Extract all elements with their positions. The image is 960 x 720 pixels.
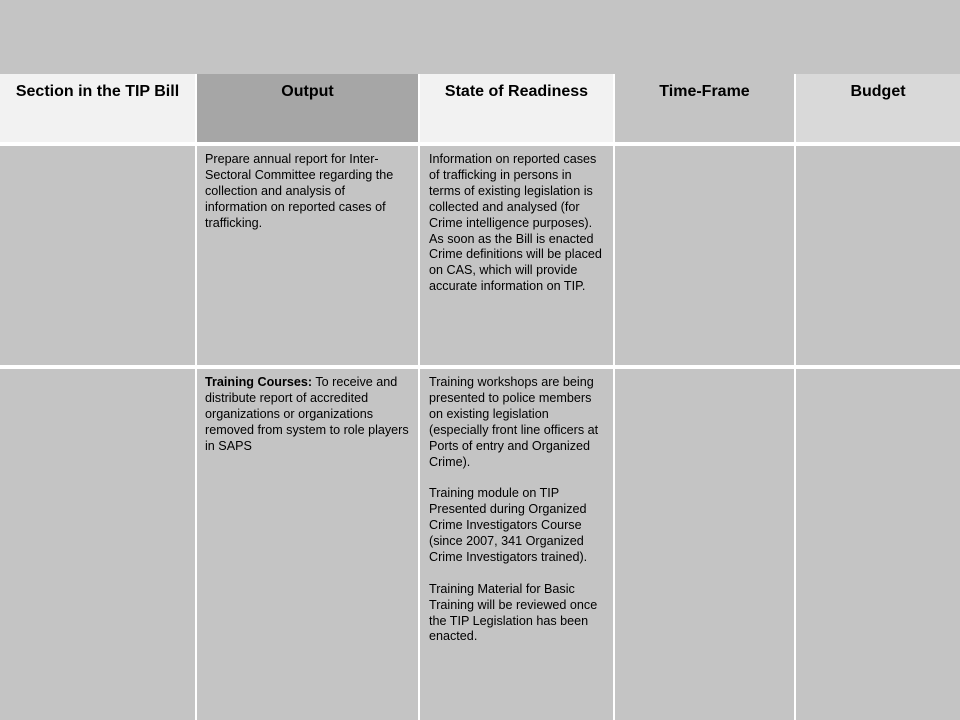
cell-section [0,146,197,365]
cell-readiness [420,146,615,365]
readiness-paragraph: Training Material for Basic Training will be reviewed once the TIP Legislation has been enacted. [429,581,598,644]
header-output: Output [197,74,420,142]
readiness-paragraph: Training workshops are being presented to police members on existing legislation (especially front line officers at Ports of entry and Organized Crime). [429,375,599,469]
header-time-frame: Time-Frame [615,74,796,142]
cell-output: Prepare annual report for Inter-Sectoral Committee regarding the collection and analysis of information on reported cases of trafficking. [197,146,420,365]
cell-budget [796,146,960,365]
table-row [0,146,960,365]
header-state-of-readiness: State of Readiness [420,74,615,142]
table-header-row [0,74,960,142]
table-row [0,369,960,720]
output-heading: Training Courses: [205,375,313,389]
readiness-paragraph: Training module on TIP Presented during Organized Crime Investigators Course (since 2007, 341 Organized Crime Investigators trained). [429,486,588,564]
readiness-paragraph: Information on reported cases of trafficking in persons in terms of existing legislation is collected and analysed (for Crime intelligence purposes). As soon as the Bill is enacted Crime definitions will be placed on CAS, which will provide accurate information on TIP. [429,152,602,294]
header-section: Section in the TIP Bill [0,74,197,142]
cell-section [0,369,197,720]
cell-readiness [420,369,615,720]
readiness-table [0,74,960,720]
cell-output [197,369,420,720]
cell-budget [796,369,960,720]
header-budget: Budget [796,74,960,142]
cell-time-frame [615,146,796,365]
output-text: To receive and distribute report of accredited organizations or organizations removed from system to role players in SAPS [205,375,409,453]
cell-time-frame [615,369,796,720]
